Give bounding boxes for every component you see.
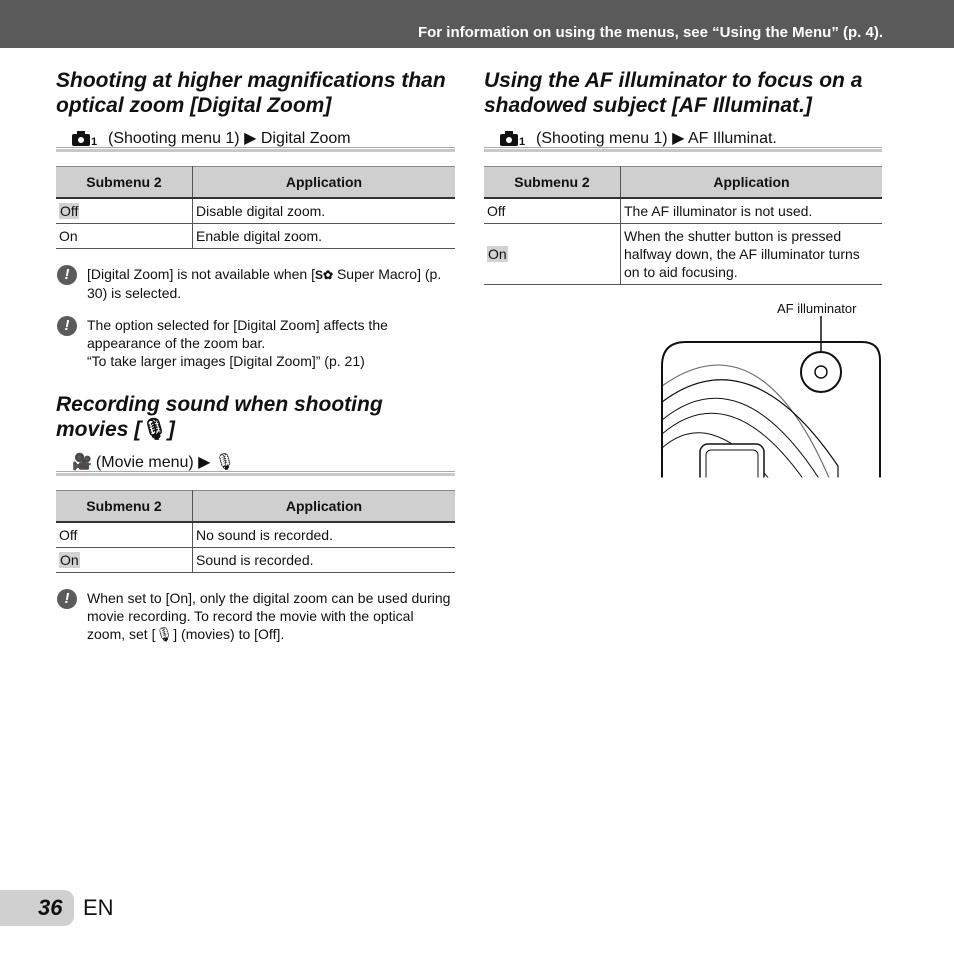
movie-icon: 🎥 — [72, 454, 92, 471]
table-cell: Off — [60, 203, 79, 219]
menu-path-text: (Shooting menu 1) ▶ AF Illuminat. — [536, 130, 777, 147]
af-table — [484, 166, 882, 285]
page-number: 36 — [38, 895, 63, 920]
table-row — [484, 224, 882, 285]
header-bar — [0, 0, 954, 48]
af-title: Using the AF illuminator to focus on a shadowed subject [AF Illuminat.] — [484, 69, 863, 117]
caution-note: ! When set to [On], only the digital zoom can be used during movie recording. To record the movie with the optical zoom, set [🎙] (movies) to [Off]. — [56, 589, 455, 643]
table-header: Application — [193, 491, 456, 523]
caution-icon: ! — [57, 589, 77, 609]
super-macro-icon: S✿ — [315, 268, 334, 282]
table-cell: No sound is recorded. — [193, 522, 456, 548]
microphone-icon: 🎙 — [214, 454, 235, 471]
table-cell: Sound is recorded. — [193, 548, 456, 573]
table-header: Submenu 2 — [484, 167, 621, 199]
menu-path-text: (Shooting menu 1) ▶ Digital Zoom — [108, 130, 351, 147]
table-cell: Off — [56, 522, 193, 548]
table-row — [56, 548, 455, 573]
language-code: EN — [83, 895, 114, 920]
table-row — [484, 198, 882, 224]
table-header: Application — [621, 167, 883, 199]
table-cell: On — [60, 552, 79, 568]
table-cell: Off — [484, 198, 621, 224]
table-header: Application — [193, 167, 456, 199]
digital-zoom-table — [56, 166, 455, 249]
table-cell: On — [488, 246, 507, 262]
caution-icon: ! — [57, 316, 77, 336]
table-cell: When the shutter button is pressed halfway down, the AF illuminator turns on to aid focusing. — [621, 224, 883, 285]
right-column — [484, 68, 882, 285]
menu-path-text: (Movie menu) ▶ — [95, 454, 211, 471]
microphone-icon: 🎙 — [155, 626, 174, 642]
camera-front-diagram — [660, 316, 882, 480]
table-header: Submenu 2 — [56, 491, 193, 523]
sound-table — [56, 490, 455, 573]
table-cell: The AF illuminator is not used. — [621, 198, 883, 224]
header-text: For information on using the menus, see “Using the Menu” (p. 4). — [417, 24, 883, 41]
camera-icon: 1 — [500, 130, 522, 146]
microphone-icon: 🎙 — [141, 418, 168, 441]
table-header: Submenu 2 — [56, 167, 193, 199]
table-row — [56, 224, 455, 249]
left-column — [56, 68, 455, 643]
sound-title: Recording sound when shooting movies [🎙] — [56, 393, 383, 441]
af-illuminator-label: AF illuminator — [777, 301, 857, 316]
camera-icon: 1 — [72, 130, 94, 146]
table-row — [56, 522, 455, 548]
digital-zoom-menu-path — [56, 126, 455, 152]
af-menu-path — [484, 126, 882, 152]
digital-zoom-title: Shooting at higher magnifications than optical zoom [Digital Zoom] — [56, 69, 446, 117]
table-row — [56, 198, 455, 224]
caution-icon: ! — [57, 265, 77, 285]
page-number-tab — [0, 890, 74, 926]
table-cell: On — [56, 224, 193, 249]
table-cell: Disable digital zoom. — [193, 198, 456, 224]
sound-menu-path — [56, 450, 455, 476]
caution-note: ! [Digital Zoom] is not available when [S✿ Super Macro] (p. 30) is selected. — [56, 265, 455, 302]
caution-note: ! The option selected for [Digital Zoom] affects the appearance of the zoom bar. “To take larger images [Digital Zoom]” (p. 21) — [56, 316, 455, 370]
table-cell: Enable digital zoom. — [193, 224, 456, 249]
